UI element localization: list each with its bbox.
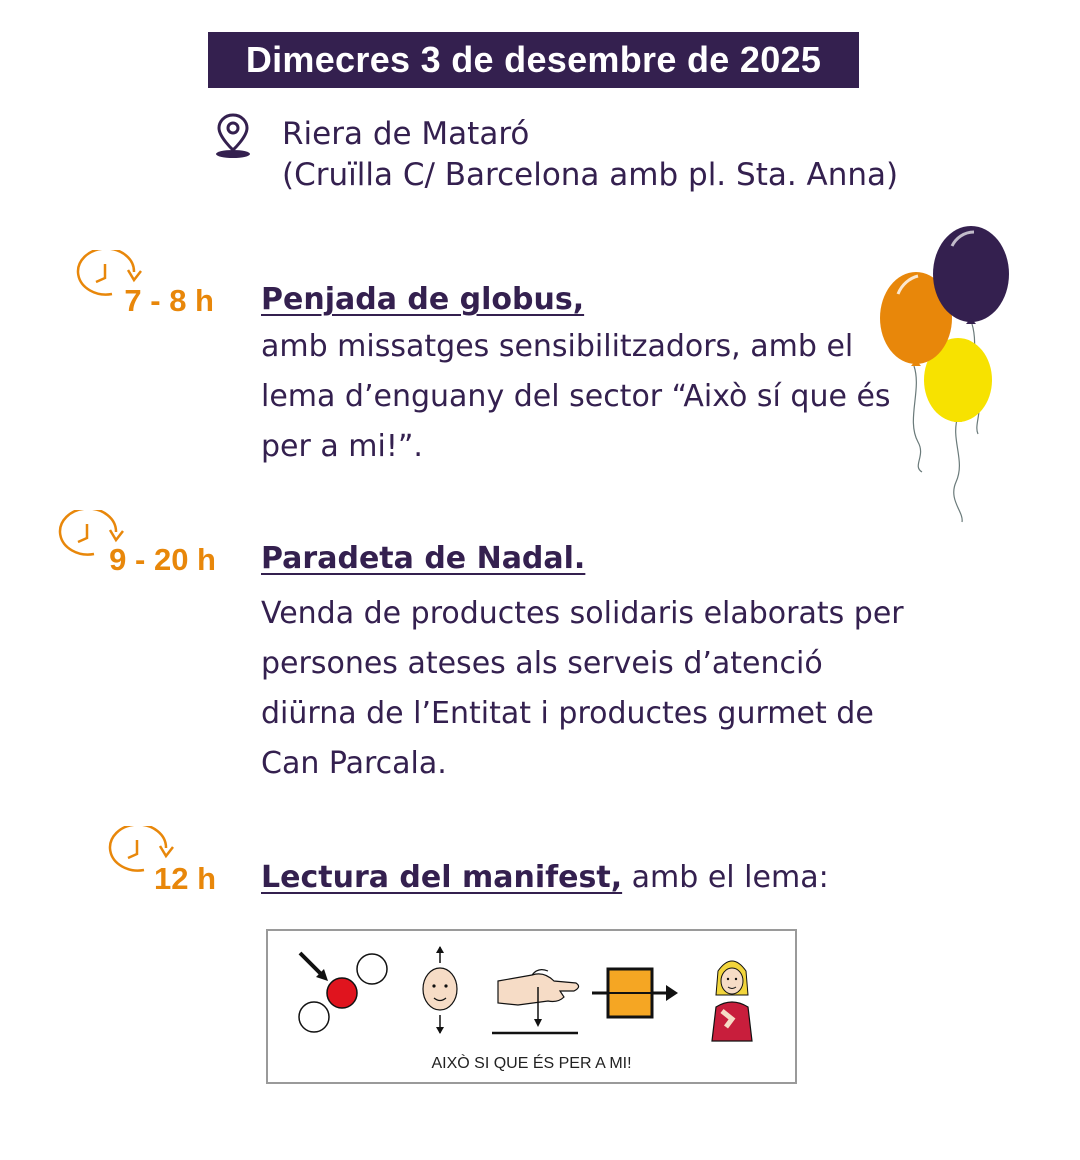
event-description-2 [261, 589, 904, 789]
location-address [282, 114, 898, 196]
event-time-3: 12 h [153, 861, 216, 896]
event-description-line: amb missatges sensibilitzadors, amb el [261, 329, 854, 364]
event-description-line: per a mi!”. [261, 429, 423, 464]
event-time-2: 9 - 20 h [109, 542, 216, 577]
event-time-1: 7 - 8 h [124, 283, 214, 318]
event-description-line: persones ateses als serveis d’atenció [261, 646, 823, 681]
event-title-1: Penjada de globus, [261, 282, 585, 317]
date-banner: Dimecres 3 de desembre de 2025 [208, 32, 859, 88]
box-arrow-icon [592, 969, 678, 1017]
event-description-line: Can Parcala. [261, 746, 447, 781]
event-title-suffix: amb el lema: [622, 860, 829, 895]
pictogram-panel [266, 929, 797, 1084]
event-description-line: diürna de l’Entitat i productes gurmet de [261, 696, 874, 731]
location-line-2: (Cruïlla C/ Barcelona amb pl. Sta. Anna) [282, 157, 899, 193]
nodding-head-icon [423, 946, 457, 1034]
pictogram-row [292, 945, 772, 1045]
person-self-icon [712, 961, 752, 1041]
event-title-2: Paradeta de Nadal. [261, 541, 586, 576]
location-line-1: Riera de Mataró [282, 116, 530, 152]
choice-circles-icon [299, 953, 387, 1032]
event-description-1 [261, 322, 891, 472]
pictogram-caption: AIXÒ SI QUE ÉS PER A MI! [431, 1055, 632, 1072]
hand-pointing-icon [492, 970, 579, 1033]
event-title-3 [261, 860, 829, 895]
event-title-text: Lectura del manifest, [261, 860, 623, 895]
event-description-line: Venda de productes solidaris elaborats per [261, 596, 904, 631]
map-pin-icon [213, 112, 253, 160]
event-description-line: lema d’enguany del sector “Això sí que és [261, 379, 891, 414]
balloons-illustration [870, 220, 1020, 530]
